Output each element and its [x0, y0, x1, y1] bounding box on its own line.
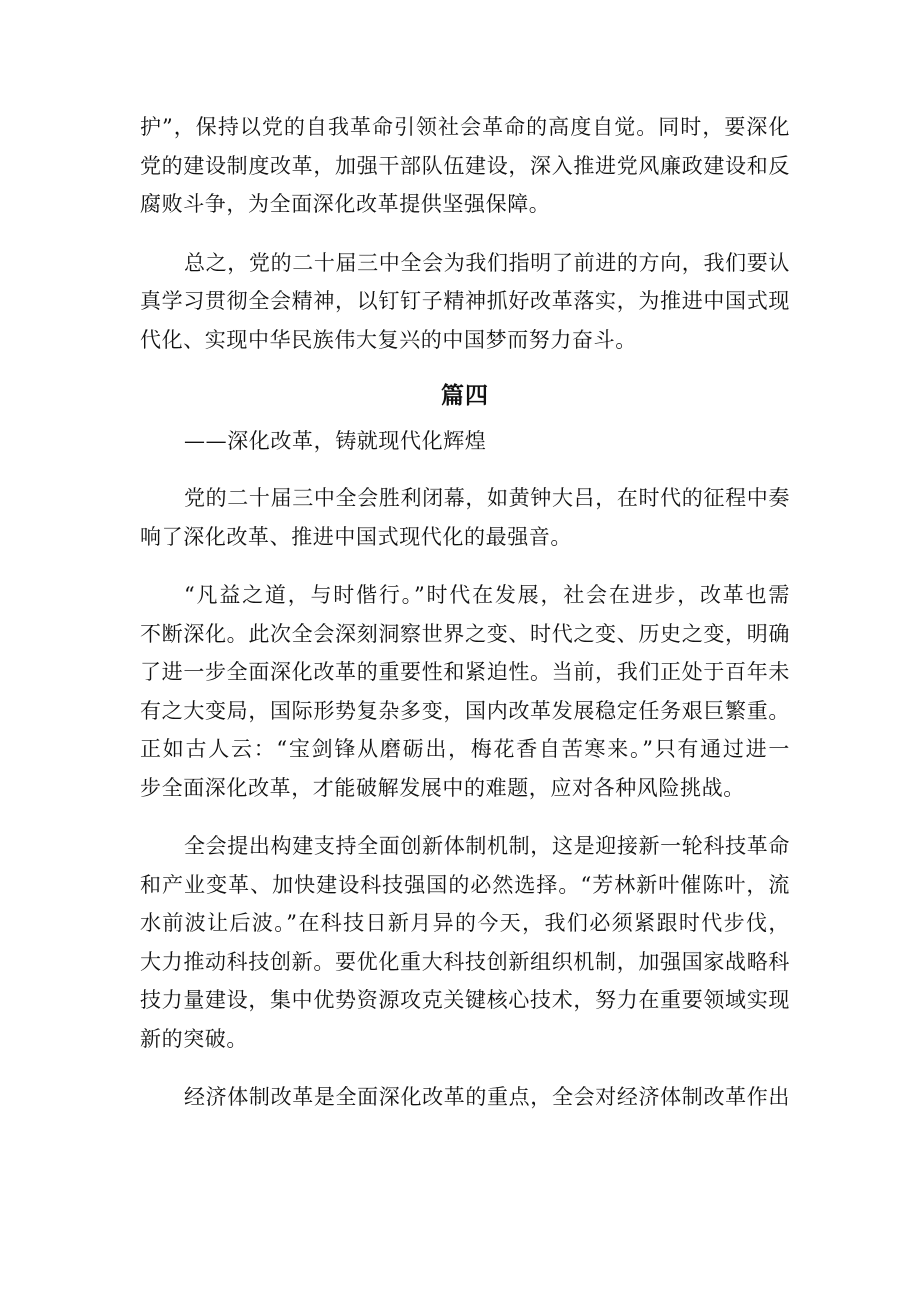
paragraph-line: 新的突破。	[140, 1026, 248, 1051]
paragraph-line: 党的二十届三中全会胜利闭幕，如黄钟大吕，在时代的征程中奏	[184, 486, 790, 510]
document-page	[140, 108, 790, 1117]
paragraph-line: 不断深化。此次全会深刻洞察世界之变、时代之变、历史之变，明确	[140, 621, 790, 646]
paragraph-3	[140, 479, 790, 556]
paragraph-line: 步全面深化改革，才能破解发展中的难题，应对各种风险挑战。	[140, 775, 745, 800]
paragraph-2	[140, 244, 790, 360]
section-subtitle: ——深化改革，铸就现代化辉煌	[184, 429, 487, 453]
paragraph-line: 和产业变革、加快建设科技强国的必然选择。“芳林新叶催陈叶，流	[140, 872, 790, 897]
section-heading: 篇四	[441, 382, 489, 409]
paragraph-5	[140, 827, 790, 1058]
paragraph-line: 全会提出构建支持全面创新体制机制，这是迎接新一轮科技革命	[184, 834, 790, 858]
paragraph-line: “凡益之道，与时偕行。”时代在发展，社会在进步，改革也需	[184, 583, 790, 607]
paragraph-4	[140, 576, 790, 807]
paragraph-line: 技力量建设，集中优势资源攻克关键核心技术，努力在重要领域实现	[140, 988, 790, 1012]
paragraph-line: 经济体制改革是全面深化改革的重点，全会对经济体制改革作出	[184, 1085, 790, 1109]
paragraph-line: 有之大变局，国际形势复杂多变，国内改革发展稳定任务艰巨繁重。	[140, 698, 790, 723]
paragraph-line: 代化、实现中华民族伟大复兴的中国梦而努力奋斗。	[140, 327, 637, 352]
paragraph-line: 水前波让后波。”在科技日新月异的今天，我们必须紧跟时代步伐，	[140, 911, 790, 935]
paragraph-line: 党的建设制度改革，加强干部队伍建设，深入推进党风廉政建设和反	[140, 153, 790, 178]
paragraph-6	[140, 1078, 790, 1117]
paragraph-line: 大力推动科技创新。要优化重大科技创新组织机制，加强国家战略科	[140, 949, 790, 974]
paragraph-line: 响了深化改革、推进中国式现代化的最强音。	[140, 524, 572, 549]
paragraph-line: 总之，党的二十届三中全会为我们指明了前进的方向，我们要认	[184, 250, 790, 275]
paragraph-line: 腐败斗争，为全面深化改革提供坚强保障。	[140, 192, 551, 216]
paragraph-line: 了进一步全面深化改革的重要性和紧迫性。当前，我们正处于百年未	[140, 660, 790, 684]
paragraph-line: 真学习贯彻全会精神，以钉钉子精神抓好改革落实，为推进中国式现	[140, 289, 790, 313]
paragraph-line: 护”，保持以党的自我革命引领社会革命的高度自觉。同时，要深化	[140, 115, 790, 139]
paragraph-line: 正如古人云：“宝剑锋从磨砺出，梅花香自苦寒来。”只有通过进一	[140, 737, 790, 761]
paragraph-1	[140, 108, 790, 224]
